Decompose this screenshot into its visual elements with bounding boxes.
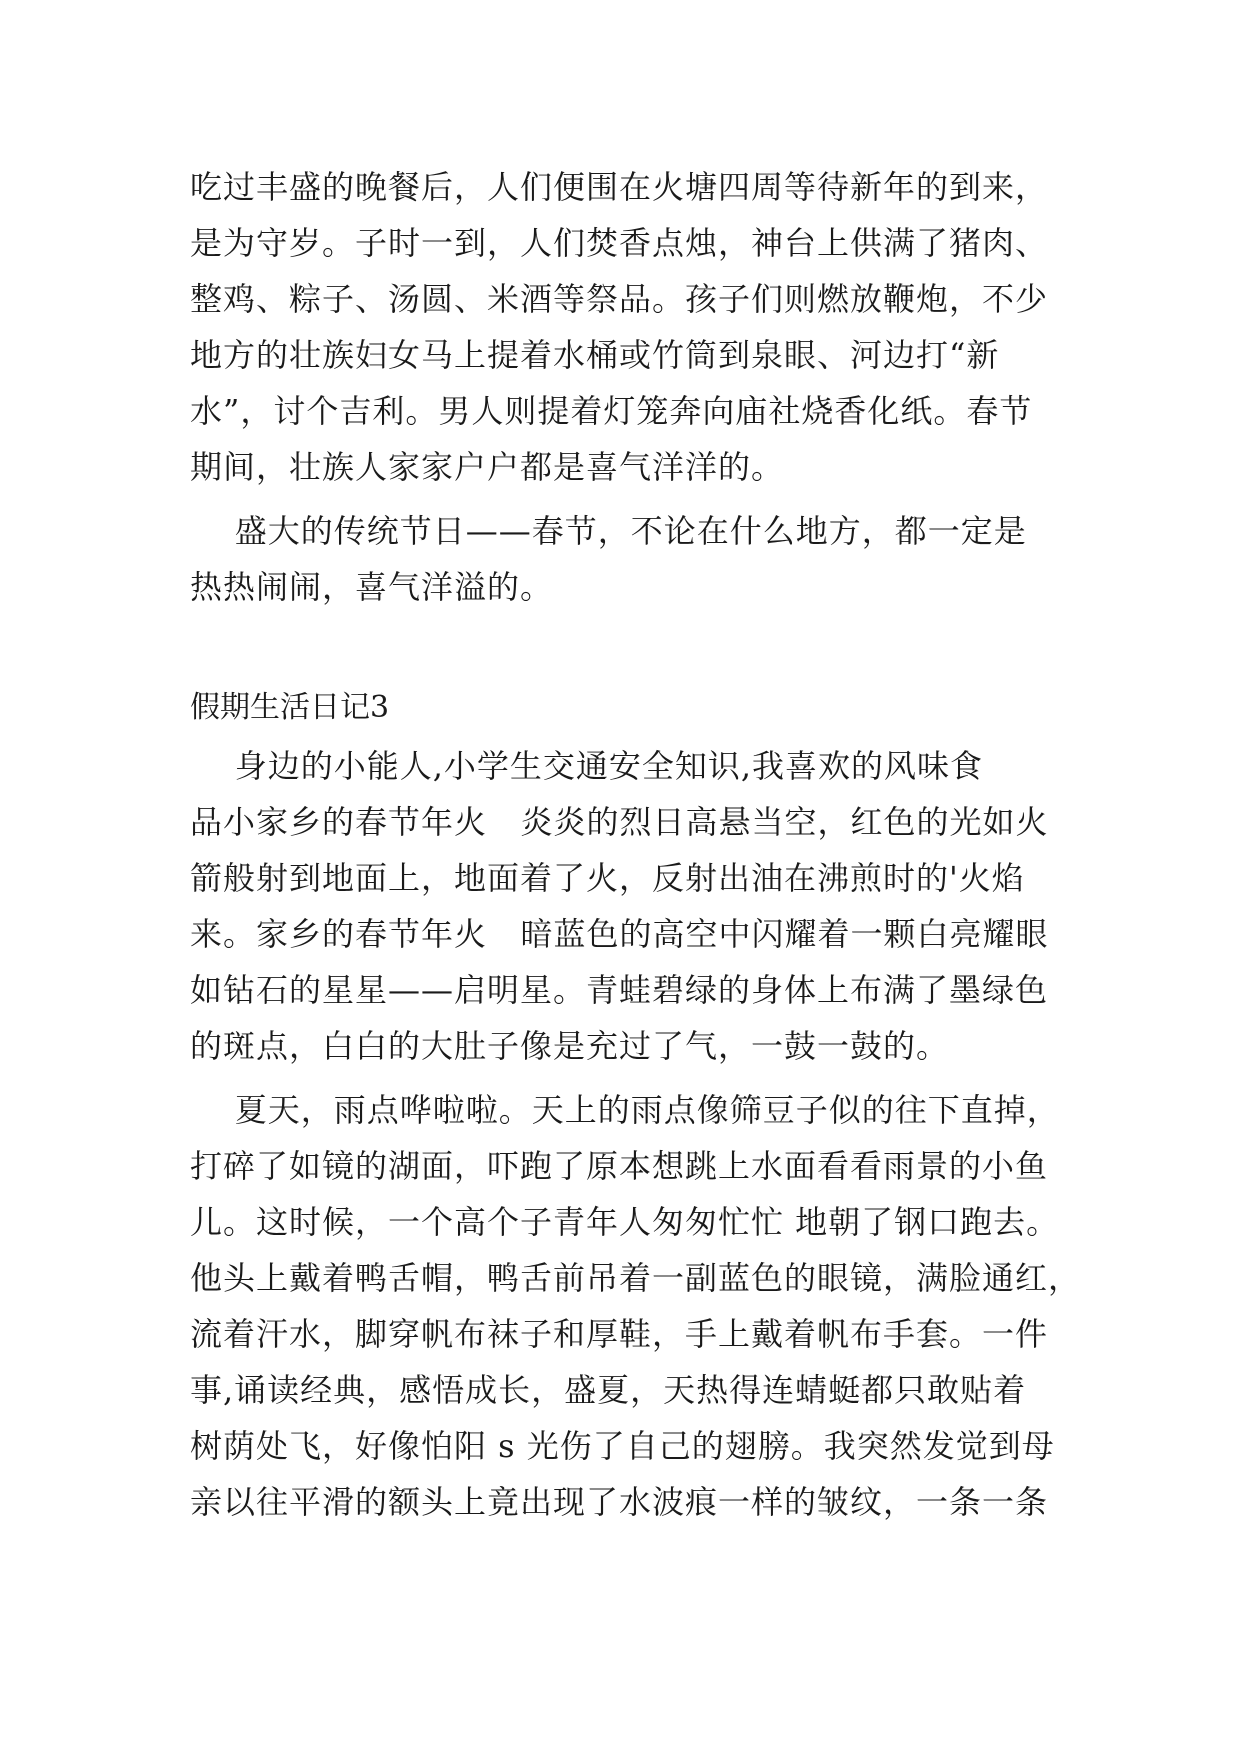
text-line: 的斑点，白白的大肚子像是充过了气，一鼓一鼓的。 xyxy=(190,1027,950,1065)
text-line: 夏天，雨点哗啦啦。天上的雨点像筛豆子似的往下直掉， xyxy=(190,1091,1060,1129)
text-line: 是为守岁。子时一到，人们焚香点烛，神台上供满了猪肉、 xyxy=(190,224,1049,262)
text-line: 地方的壮族妇女马上提着水桶或竹筒到泉眼、河边打“新 xyxy=(190,336,1000,374)
text-line: 身边的小能人,小学生交通安全知识,我喜欢的风味食 xyxy=(190,747,984,785)
text-line: 期间，壮族人家家户户都是喜气洋洋的。 xyxy=(190,448,785,486)
text-line: 儿。这时候，一个高个子青年人匆匆忙忙 地朝了钢口跑去。 xyxy=(190,1203,1060,1241)
text-line: 品小家乡的春节年火 炎炎的烈日高悬当空，红色的光如火 xyxy=(190,803,1049,841)
text-line: 他头上戴着鸭舌帽，鸭舌前吊着一副蓝色的眼镜，满脸通红， xyxy=(190,1259,1082,1297)
text-line: 热热闹闹，喜气洋溢的。 xyxy=(190,568,554,606)
text-line: 树荫处飞，好像怕阳 s 光伤了自己的翅膀。我突然发觉到母 xyxy=(190,1427,1055,1465)
text-line: 箭般射到地面上，地面着了火，反射出油在沸煎时的'火焰 xyxy=(190,859,1025,897)
text-line: 来。家乡的春节年火 暗蓝色的高空中闪耀着一颗白亮耀眼 xyxy=(190,915,1049,953)
text-line: 吃过丰盛的晚餐后，人们便围在火塘四周等待新年的到来， xyxy=(190,168,1049,206)
text-line: 如钻石的星星——启明星。青蛙碧绿的身体上布满了墨绿色 xyxy=(190,971,1049,1009)
text-line: 流着汗水，脚穿帆布袜子和厚鞋，手上戴着帆布手套。一件 xyxy=(190,1315,1049,1353)
text-line: 整鸡、粽子、汤圆、米酒等祭品。孩子们则燃放鞭炮，不少 xyxy=(190,280,1049,318)
section-title: 假期生活日记3 xyxy=(190,690,390,725)
text-line: 事,诵读经典，感悟成长，盛夏，天热得连蜻蜓都只敢贴着 xyxy=(190,1371,1027,1409)
text-line: 打碎了如镜的湖面，吓跑了原本想跳上水面看看雨景的小鱼 xyxy=(190,1147,1049,1185)
text-line: 盛大的传统节日——春节，不论在什么地方，都一定是 xyxy=(190,512,1027,550)
text-line: 亲以往平滑的额头上竟出现了水波痕一样的皱纹，一条一条 xyxy=(190,1483,1049,1521)
text-line: 水”，讨个吉利。男人则提着灯笼奔向庙社烧香化纸。春节 xyxy=(190,392,1033,430)
